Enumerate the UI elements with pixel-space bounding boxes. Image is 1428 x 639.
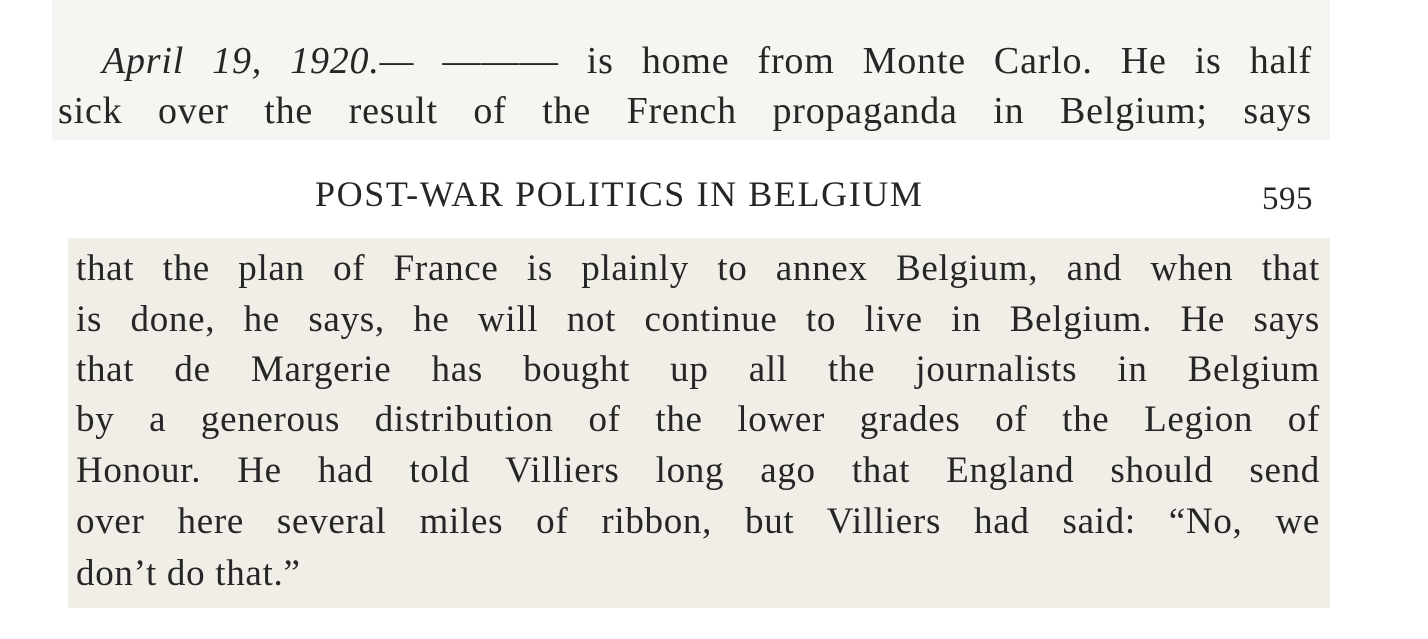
body-line-last: don’t do that.”	[76, 553, 301, 594]
body-line: that the plan of France is plainly to annex Belgium, and when that	[76, 248, 1320, 289]
running-head-title: POST-WAR POLITICS IN BELGIUM	[315, 174, 924, 214]
body-line: over here several miles of ribbon, but Villiers had said: “No, we	[76, 501, 1320, 542]
previous-page-line-2: sick over the result of the French propaganda in Belgium; says	[58, 90, 1312, 132]
body-line: that de Margerie has bought up all the journalists in Belgium	[76, 349, 1320, 390]
body-line: by a generous distribution of the lower grades of the Legion of	[76, 399, 1320, 440]
previous-page-line-1-text: ——— is home from Monte Carlo. He is half	[442, 40, 1312, 82]
diary-date: April 19, 1920.—	[102, 40, 415, 82]
previous-page-line-1	[102, 42, 1312, 80]
body-line: is done, he says, he will not continue to live in Belgium. He says	[76, 299, 1320, 340]
page-number: 595	[1262, 181, 1313, 217]
body-line: Honour. He had told Villiers long ago that England should send	[76, 450, 1320, 491]
